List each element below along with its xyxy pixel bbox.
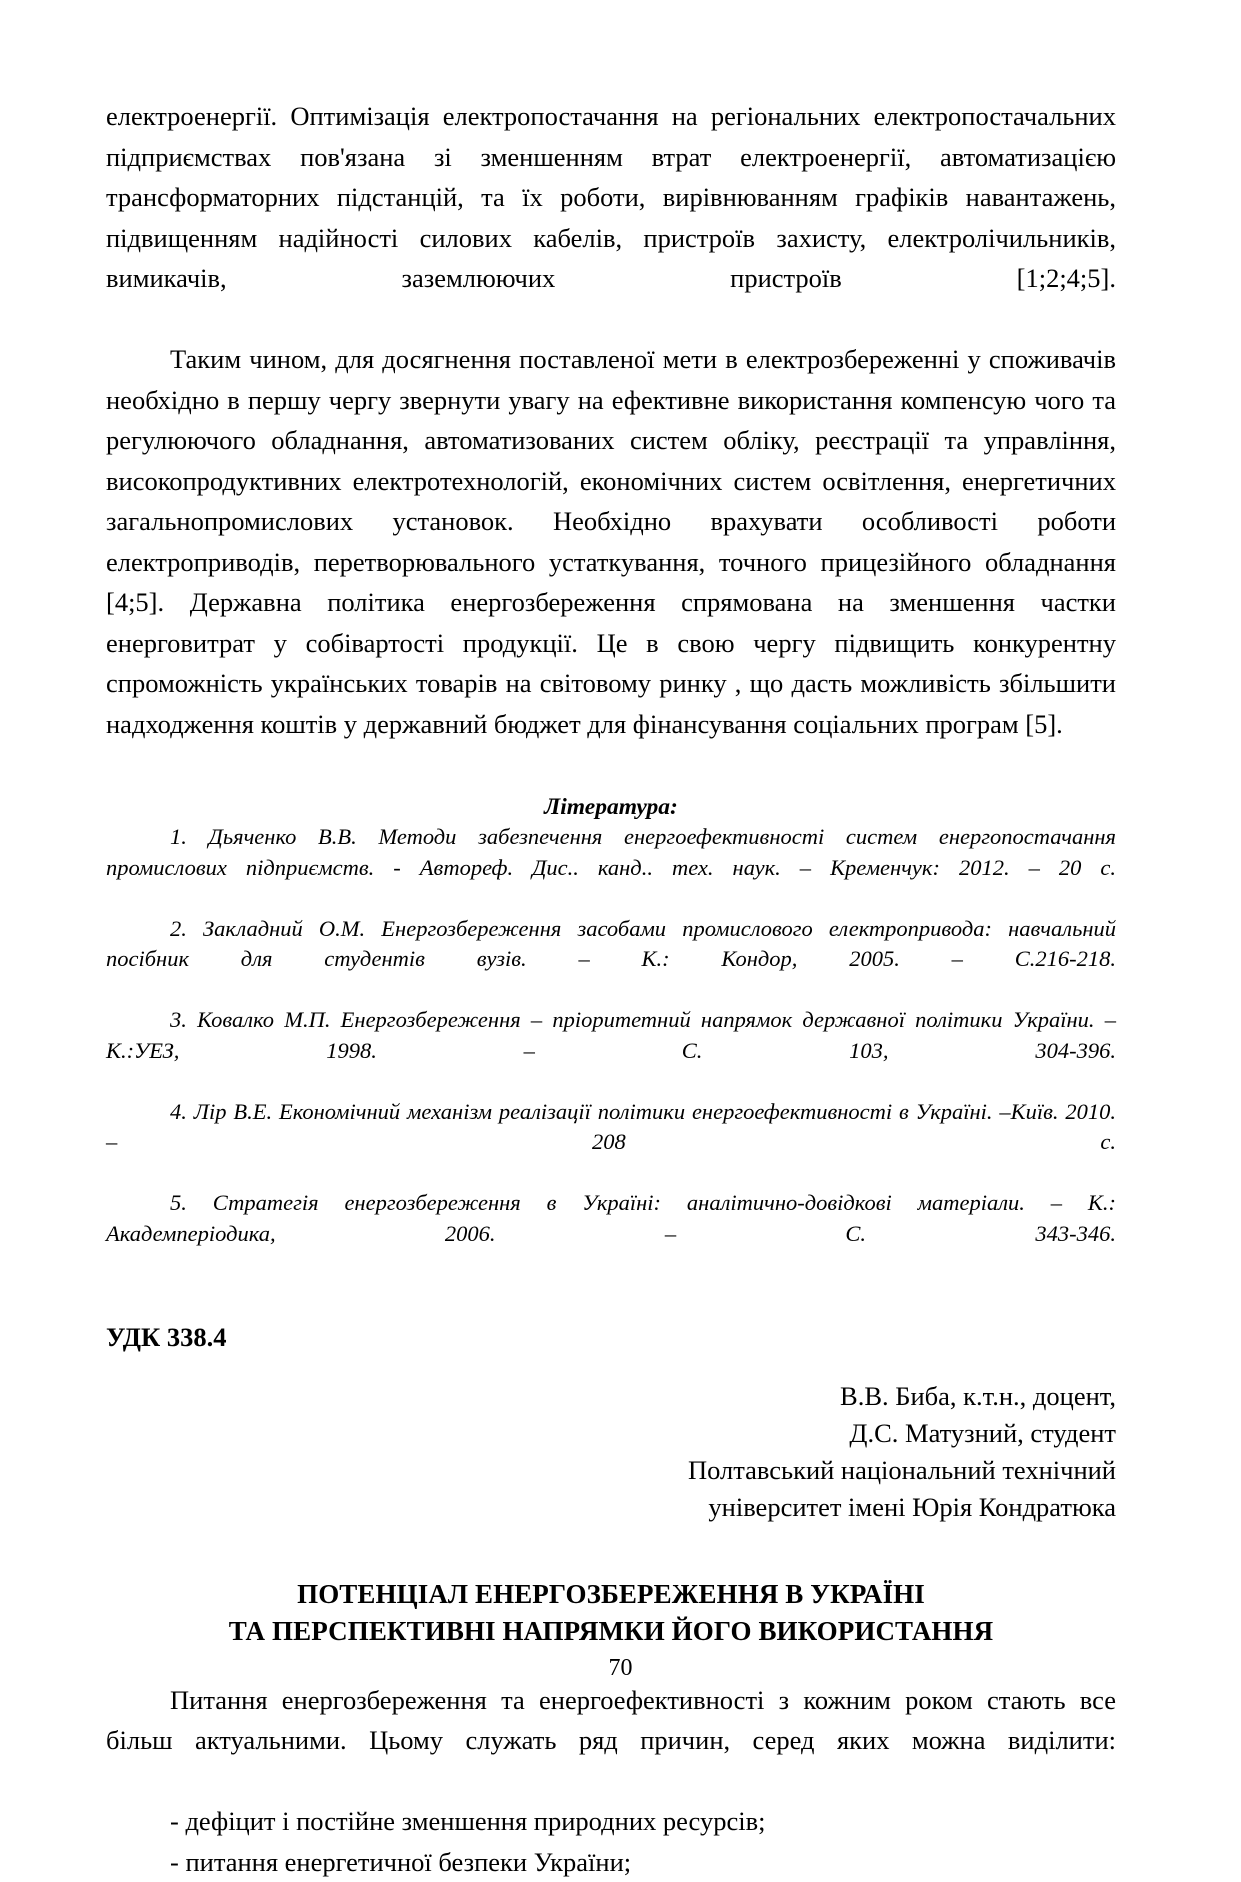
author-block — [106, 1378, 1116, 1526]
reference-item-2: 2. Закладний О.М. Енергозбереження засобами промислового електропривода: навчальний посібник для студентів вузів. – К.: Кондор, 2005. – С.216-218. — [106, 914, 1116, 1006]
affiliation-line-2: університет імені Юрія Кондратюка — [106, 1489, 1116, 1526]
article-intro-paragraph: Питання енергозбереження та енергоефективності з кожним роком стають все більш актуальними. Цьому служать ряд причин, серед яких можна виділити: — [106, 1680, 1116, 1802]
literature-heading: Література: — [106, 792, 1116, 822]
author-line-2: Д.С. Матузний, студент — [106, 1415, 1116, 1452]
author-line-1: В.В. Биба, к.т.н., доцент, — [106, 1378, 1116, 1415]
bullet-line-2: - питання енергетичної безпеки України; — [106, 1842, 1116, 1882]
reference-item-4: 4. Лір В.Е. Економічний механізм реалізації політики енергоефективності в Україні. –Київ. 2010. – 208 с. — [106, 1097, 1116, 1189]
article-title-line-2: ТА ПЕРСПЕКТИВНІ НАПРЯМКИ ЙОГО ВИКОРИСТАННЯ — [106, 1613, 1116, 1650]
page-content — [106, 96, 1116, 1882]
page-number: 70 — [0, 1654, 1241, 1682]
section-spacer — [106, 744, 1116, 762]
body-paragraph-continuation: електроенергії. Оптимізація електропостачання на регіональних електропостачальних підприємствах пов'язана зі зменшенням втрат електроенергії, автоматизацією трансформаторних підстанцій, та їх роботи, вирівнюванням графіків навантажень, підвищенням надійності силових кабелів, пристроїв захисту, електролічильників, вимикачів, заземлюючих пристроїв [1;2;4;5]. — [106, 96, 1116, 339]
bullet-line-1: - дефіцит і постійне зменшення природних ресурсів; — [106, 1801, 1116, 1842]
body-paragraph-conclusion: Таким чином, для досягнення поставленої мети в електрозбереженні у споживачів необхідно в першу чергу звернути увагу на ефективне використання компенсую чого та регулюючого обладнання, автоматизованих систем обліку, реєстрації та управління, високопродуктивних електротехнологій, економічних систем освітлення, енергетичних загальнопромислових установок. Необхідно врахувати особливості роботи електроприводів, перетворювального устаткування, точного прицезійного обладнання [4;5]. Державна політика енергозбереження спрямована на зменшення частки енерговитрат у собівартості продукції. Це в свою чергу підвищить конкурентну спроможність українських товарів на світовому ринку , що дасть можливість збільшити надходження коштів у державний бюджет для фінансування соціальних програм [5]. — [106, 339, 1116, 744]
reference-item-3: 3. Ковалко М.П. Енергозбереження – пріоритетний напрямок державної політики України. – К.:УЕЗ, 1998. – С. 103, 304-396. — [106, 1005, 1116, 1097]
udk-code: УДК 338.4 — [106, 1320, 1116, 1354]
affiliation-line-1: Полтавський національний технічний — [106, 1452, 1116, 1489]
article-title-line-1: ПОТЕНЦІАЛ ЕНЕРГОЗБЕРЕЖЕННЯ В УКРАЇНІ — [106, 1576, 1116, 1613]
reference-item-1: 1. Дьяченко В.В. Методи забезпечення енергоефективності систем енергопостачання промислових підприємств. - Автореф. Дис.. канд.. тех. наук. – Кременчук: 2012. – 20 с. — [106, 822, 1116, 914]
reference-item-5: 5. Стратегія енергозбереження в Україні: аналітично-довідкові матеріали. – К.: Академперіодика, 2006. – С. 343-346. — [106, 1188, 1116, 1280]
article-title — [106, 1576, 1116, 1650]
